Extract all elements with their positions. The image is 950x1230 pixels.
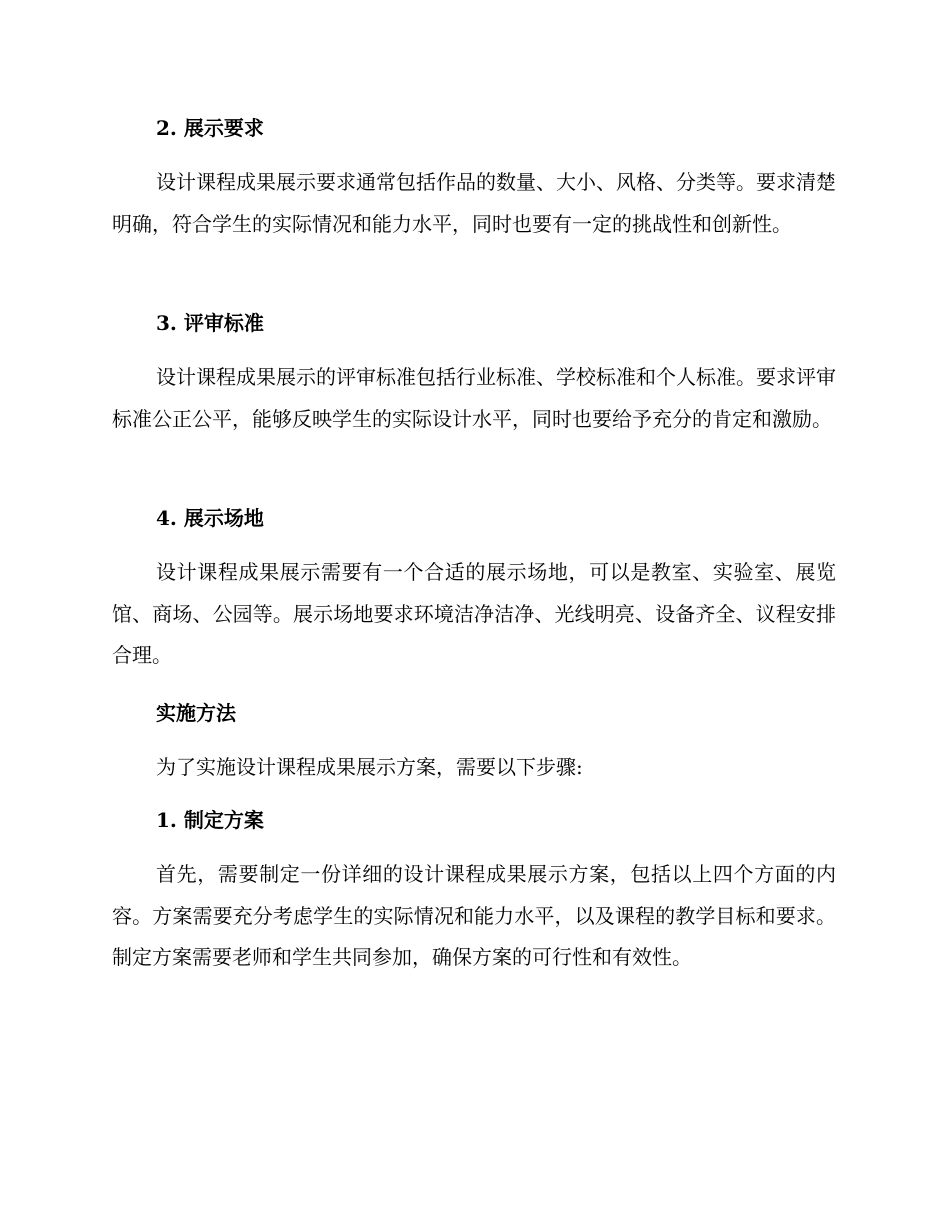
paragraph-display-requirements: 设计课程成果展示要求通常包括作品的数量、大小、风格、分类等。要求清楚明确，符合学生的实际情况和能力水平，同时也要有一定的挑战性和创新性。	[112, 170, 836, 236]
paragraph-display-venue: 设计课程成果展示需要有一个合适的展示场地，可以是教室、实验室、展览馆、商场、公园等。展示场地要求环境洁净洁净、光线明亮、设备齐全、议程安排合理。	[112, 560, 836, 667]
section-heading-implementation-method: 实施方法	[156, 701, 236, 725]
section-heading-display-venue: 4. 展示场地	[156, 506, 264, 530]
section-heading-review-criteria: 3. 评审标准	[156, 311, 264, 335]
section-heading-display-requirements: 2. 展示要求	[156, 116, 264, 140]
paragraph-implementation-intro: 为了实施设计课程成果展示方案，需要以下步骤:	[156, 755, 583, 779]
paragraph-review-criteria: 设计课程成果展示的评审标准包括行业标准、学校标准和个人标准。要求评审标准公正公平，能够反映学生的实际设计水平，同时也要给予充分的肯定和激励。	[112, 365, 836, 431]
section-heading-make-plan: 1. 制定方案	[156, 808, 264, 832]
paragraph-make-plan: 首先，需要制定一份详细的设计课程成果展示方案，包括以上四个方面的内容。方案需要充分考虑学生的实际情况和能力水平，以及课程的教学目标和要求。制定方案需要老师和学生共同参加，确保方案的可行性和有效性。	[112, 862, 836, 969]
